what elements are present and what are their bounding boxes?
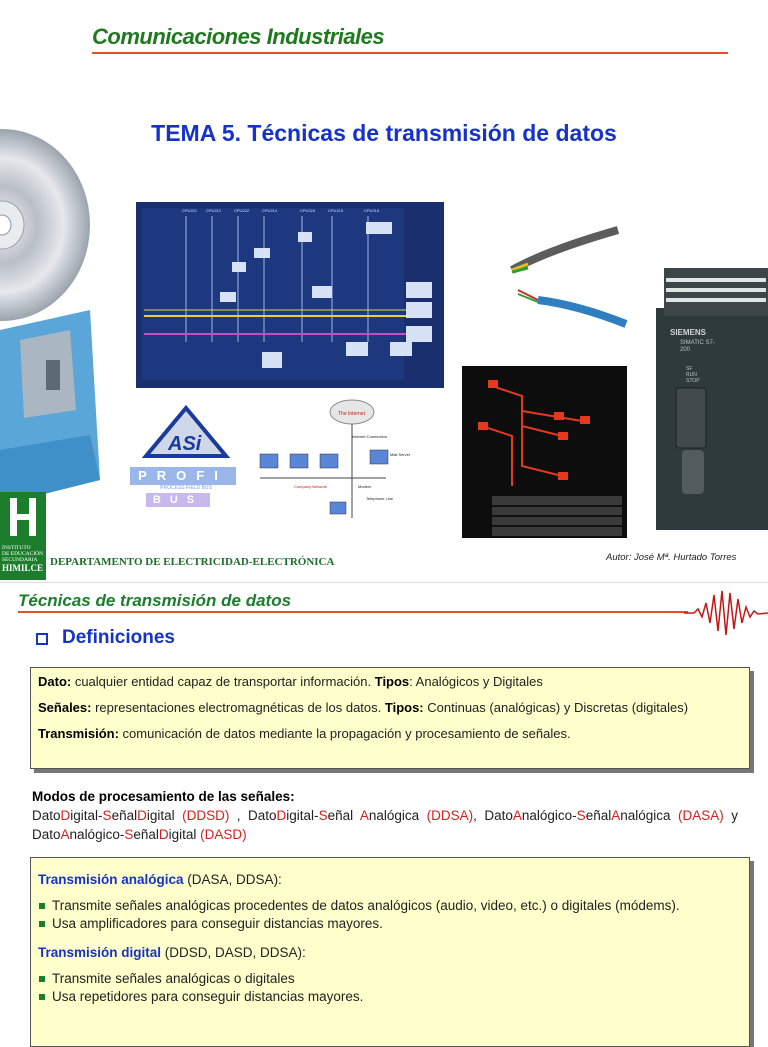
definitions-slide (0, 582, 768, 1025)
analog-label: Transmisión analógica (38, 872, 184, 887)
logo-line: INSTITUTO (2, 545, 31, 551)
tipos-text: : Analógicos y Digitales (409, 674, 543, 689)
definition-senales (38, 699, 742, 717)
list-item: Transmite señales analógicas o digitales (38, 970, 742, 988)
analog-list (38, 897, 742, 933)
course-title: Comunicaciones Industriales (92, 24, 385, 49)
panel-label: CPU221 (182, 208, 198, 213)
definition-dato (38, 673, 742, 691)
term-label: Señales: (38, 700, 92, 715)
list-item: Usa repetidores para conseguir distancias mayores. (38, 988, 742, 1006)
modem-label: Modem (358, 484, 372, 489)
list-item: Transmite señales analógicas procedentes de datos analógicos (audio, video, etc.) o digitales (módems). (38, 897, 742, 915)
plc-led-label: STOP (686, 378, 700, 384)
asi-triangle-icon (136, 404, 236, 462)
panel-label: CPU214 (262, 208, 278, 213)
department-label: DEPARTAMENTO DE ELECTRICIDAD-ELECTRÓNICA (50, 556, 335, 568)
tipos-label: Tipos (374, 674, 410, 689)
title-rule (92, 52, 728, 54)
network-diagram-image (256, 398, 411, 528)
asi-text: ASi (168, 433, 202, 455)
transmission-box (30, 857, 750, 1047)
panel-label: CPU212 (206, 208, 222, 213)
definitions-box (30, 667, 750, 769)
panel-label: CPU215 (328, 208, 344, 213)
term-text: representaciones electromagnéticas de los datos. (91, 700, 385, 715)
analog-suffix: (DASA, DDSA): (183, 872, 282, 887)
plc-led-label: SF (686, 366, 693, 372)
logo-line: DE EDUCACIÓN (2, 551, 44, 557)
connection-label: Internet Connection (352, 434, 387, 439)
modes-heading: Modos de procesamiento de las señales: (32, 789, 295, 804)
author-label: Autor: José Mª. Hurtado Torres (606, 552, 737, 563)
profibus-subtitle: PROCESS FIELD BUS (160, 485, 212, 491)
page-title: TEMA 5. Técnicas de transmisión de datos (151, 120, 617, 146)
telephone-label: Telephone Line (366, 496, 394, 501)
list-item: Usa amplificadores para conseguir distancias mayores. (38, 915, 742, 933)
logo-line: HIMILCE (2, 563, 44, 573)
plc-model: SIMATIC S7-200 (680, 340, 715, 353)
plc-led-label: RUN (686, 372, 697, 378)
logo-h-icon (0, 492, 46, 540)
processing-modes (32, 787, 738, 844)
school-logo (0, 492, 46, 580)
bus-text: BUS (146, 493, 210, 507)
section-heading: Definiciones (62, 627, 175, 648)
analog-heading (38, 872, 742, 887)
digital-label: Transmisión digital (38, 945, 162, 960)
waveform-icon (684, 587, 768, 637)
panel-label: CPU216 (364, 208, 380, 213)
plc-leds (686, 366, 700, 384)
siemens-plc-image (656, 268, 768, 530)
floppy-disk-icon (0, 300, 100, 510)
term-label: Dato: (38, 674, 72, 689)
slide-title: Técnicas de transmisión de datos (18, 591, 292, 610)
panel-label: CPU222 (234, 208, 250, 213)
plc-device-icon (656, 268, 768, 530)
digital-heading (38, 945, 742, 960)
logo-line: SECUNDARIA (2, 557, 38, 563)
profi-text: PROFI (130, 467, 236, 485)
digital-suffix: (DDSD, DASD, DDSA): (161, 945, 306, 960)
term-label: Transmisión: (38, 726, 119, 741)
term-text: comunicación de datos mediante la propagación y procesamiento de señales. (118, 726, 571, 741)
digital-list (38, 970, 742, 1006)
checkbox-bullet-icon (36, 633, 48, 645)
tipos-text: Continuas (analógicas) y Discretas (digitales) (423, 700, 689, 715)
cd-disc-icon (0, 130, 90, 320)
internet-label: The Internet (338, 411, 365, 417)
asi-profibus-logo (136, 404, 236, 522)
tipos-label: Tipos: (384, 700, 424, 715)
automation-diagram-image (136, 202, 444, 388)
modes-text: DatoDigital-SeñalDigital (DDSD) , DatoDigital-Señal Analógica (DDSA), DatoAnalógico-SeñalAnalógica (DASA) y DatoAnalógico-SeñalDigital (DASD) (32, 808, 738, 842)
term-text: cualquier entidad capaz de transportar información. (71, 674, 375, 689)
keyboard-tree-image (462, 366, 627, 538)
plc-brand: SIEMENS (670, 328, 707, 337)
cables-image (508, 220, 630, 330)
logo-text (0, 545, 46, 574)
company-network-label: Company Network (294, 484, 327, 489)
definition-transmision (38, 725, 742, 743)
mail-server-label: Mail Server (390, 452, 411, 457)
title-rule (18, 611, 688, 613)
panel-label: CPU224 (300, 208, 316, 213)
